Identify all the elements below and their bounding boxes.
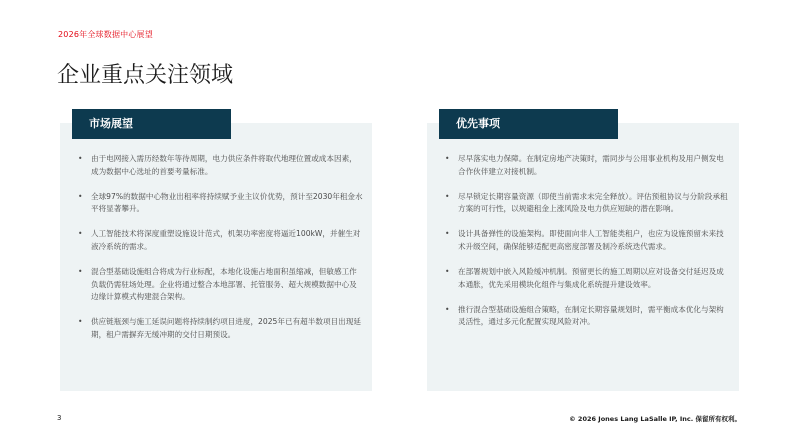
- market-outlook-heading: 市场展望: [72, 109, 231, 139]
- priorities-panel: [427, 117, 739, 391]
- priorities-list: [445, 153, 731, 341]
- list-item: • 设计具备弹性的设施架构。即使面向非人工智能类租户，也应为设施预留未来技术升级空间，确保能够适配更高密度部署及制冷系统迭代需求。: [445, 228, 731, 253]
- list-item: • 在部署规划中嵌入风险缓冲机制。预留更长的施工周期以应对设备交付延迟及成本通胀，优先采用模块化组件与集成化系统提升建设效率。: [445, 266, 731, 291]
- eyebrow-label: 2026年全球数据中心展望: [58, 30, 153, 39]
- list-item: • 由于电网接入需历经数年等待周期，电力供应条件将取代地理位置或成本因素，成为数据中心选址的首要考量标准。: [78, 153, 364, 178]
- list-item: • 全球97%的数据中心物业出租率将持续赋予业主议价优势，预计至2030年租金水平将显著攀升。: [78, 191, 364, 216]
- list-item: • 混合型基础设施组合将成为行业标配，本地化设施占地面积虽缩减，但敏感工作负载仍需驻场处理。企业将通过整合本地部署、托管服务、超大规模数据中心及边缘计算模式构建混合架构。: [78, 266, 364, 304]
- page-title: 企业重点关注领域: [57, 63, 234, 88]
- copyright-notice: © 2026 Jones Lang LaSalle IP, Inc. 保留所有权利。: [569, 415, 741, 423]
- list-item: • 人工智能技术将深度重塑设施设计范式，机架功率密度将逼近100kW，并催生对液冷系统的需求。: [78, 228, 364, 253]
- list-item: • 尽早落实电力保障。在制定房地产决策时，需同步与公用事业机构及用户侧发电合作伙伴建立对接机制。: [445, 153, 731, 178]
- list-item: • 推行混合型基础设施组合策略，在制定长期容量规划时，需平衡成本优化与架构灵活性，通过多元化配置实现风险对冲。: [445, 304, 731, 329]
- market-outlook-list: [78, 153, 364, 354]
- page-number: 3: [57, 414, 62, 422]
- list-item: • 供应链瓶颈与施工延误问题将持续制约项目进度，2025年已有超半数项目出现延期，租户需摒弃无缓冲期的交付日期预设。: [78, 316, 364, 341]
- list-item: • 尽早锁定长期容量资源（即使当前需求未完全释放）。评估预租协议与分阶段承租方案的可行性，以规避租金上涨风险及电力供应短缺的潜在影响。: [445, 191, 731, 216]
- market-outlook-panel: [60, 117, 372, 391]
- priorities-heading: 优先事项: [439, 109, 618, 139]
